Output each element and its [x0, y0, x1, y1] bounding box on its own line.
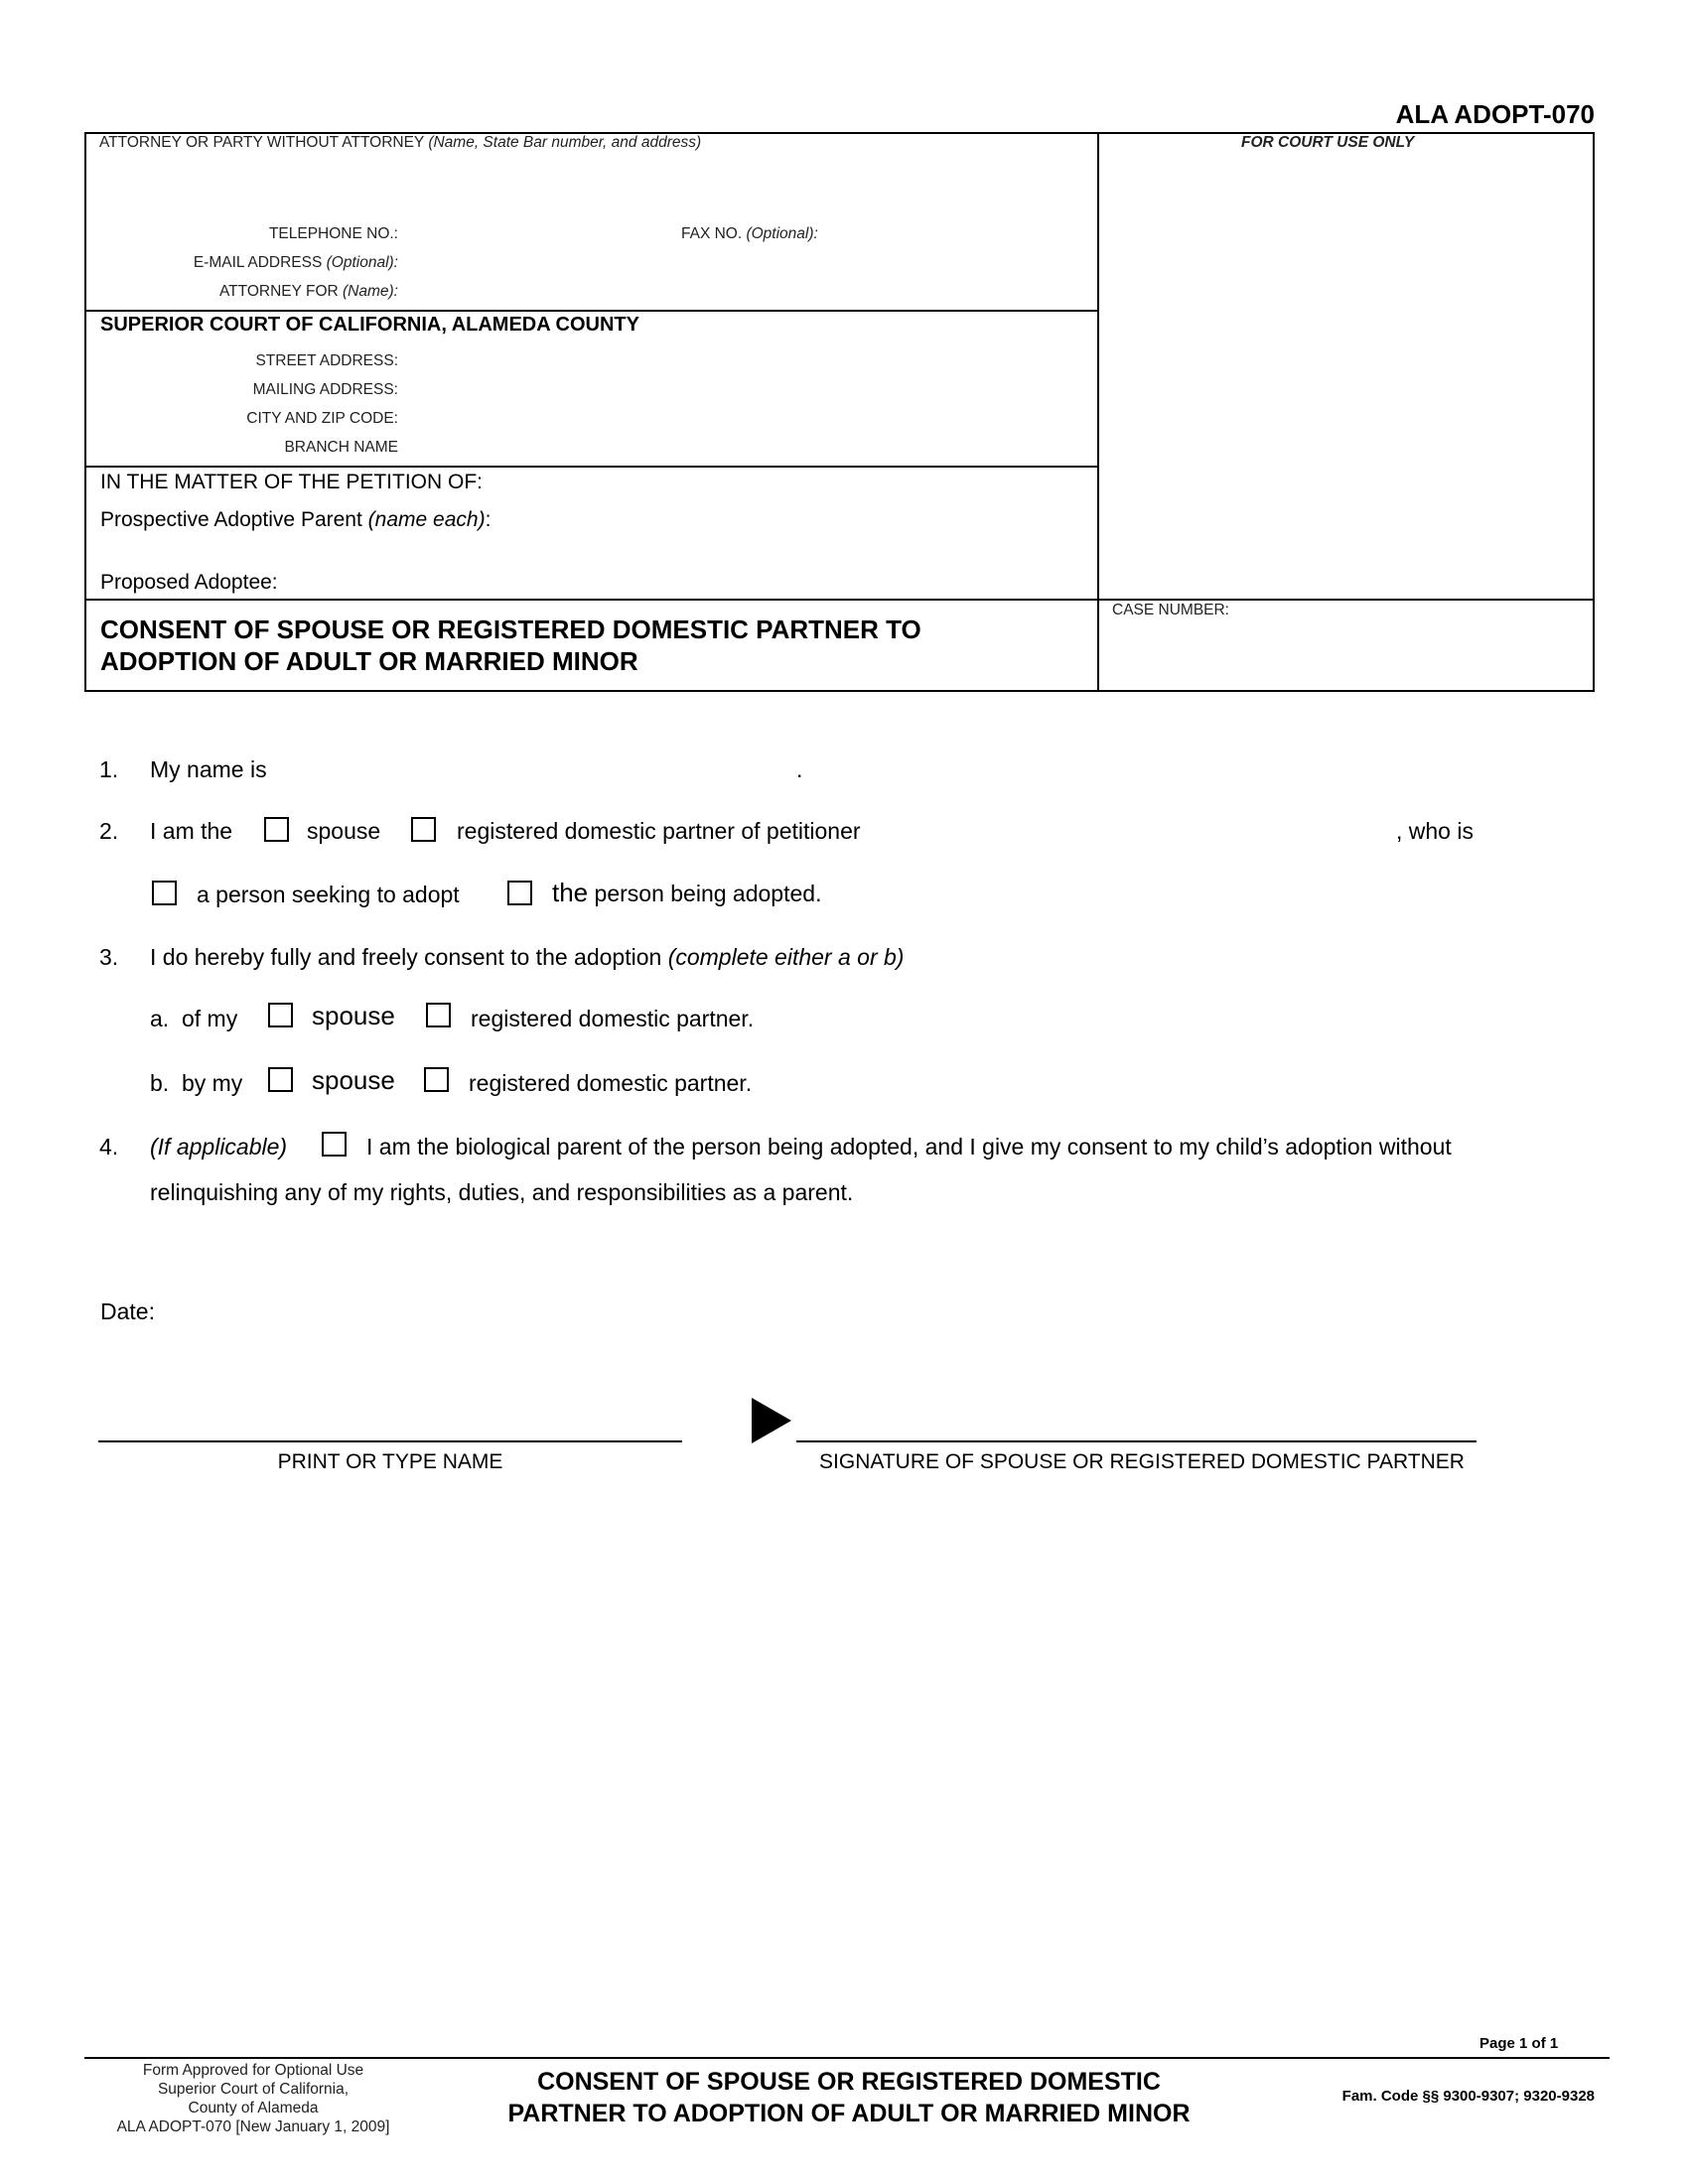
attorney-for-label-text: ATTORNEY FOR — [218, 283, 339, 300]
item4-hint: (If applicable) — [150, 1134, 288, 1160]
email-hint: (Optional): — [326, 254, 398, 271]
print-name-line[interactable] — [98, 1440, 682, 1442]
item3a-spouse-label: spouse — [312, 1001, 395, 1030]
item3-number: 3. — [99, 944, 119, 970]
email-label-text: E-MAIL ADDRESS — [193, 254, 323, 271]
item3-main-text: I do hereby fully and freely consent to the adoption — [150, 944, 662, 970]
divider-title — [84, 599, 1595, 601]
item3b-partner-checkbox[interactable] — [424, 1067, 449, 1092]
item4-biological-checkbox[interactable] — [322, 1132, 347, 1157]
adoptive-parent-text: Prospective Adoptive Parent — [100, 508, 362, 531]
item2-text: I am the — [150, 818, 233, 844]
attorney-hint: (Name, State Bar number, and address) — [428, 134, 702, 151]
case-number-label: CASE NUMBER: — [1112, 602, 1229, 618]
fax-label — [681, 225, 818, 243]
email-label — [80, 254, 398, 272]
item3a-partner-checkbox[interactable] — [426, 1003, 451, 1027]
signature-line[interactable] — [796, 1440, 1477, 1442]
form-id: ALA ADOPT-070 — [1395, 99, 1595, 129]
attorney-for-hint: (Name): — [343, 283, 398, 300]
street-address-label: STREET ADDRESS: — [255, 352, 398, 369]
footer-rule — [84, 2057, 1610, 2059]
item3-hint: (complete either a or b) — [667, 944, 905, 970]
statute-reference: Fam. Code §§ 9300-9307; 9320-9328 — [1341, 2088, 1595, 2105]
signature-arrow-icon — [752, 1398, 791, 1443]
footer-approval — [84, 2061, 422, 2136]
adoptive-parent-colon: : — [485, 508, 492, 531]
attorney-label-text: ATTORNEY OR PARTY WITHOUT ATTORNEY — [99, 134, 424, 151]
item2-partner-checkbox[interactable] — [411, 817, 436, 842]
footer-approval-line3: County of Alameda — [188, 2100, 319, 2116]
divider-attorney — [84, 310, 1097, 312]
item3b-spouse-label: spouse — [312, 1065, 395, 1095]
item2-adopter-checkbox[interactable] — [152, 881, 177, 905]
footer-title-line2: PARTNER TO ADOPTION OF ADULT OR MARRIED MINOR — [507, 2100, 1191, 2127]
item2-adoptee-rest: person being adopted. — [594, 881, 822, 906]
footer-title — [437, 2066, 1261, 2129]
adoptive-parent-label — [100, 508, 491, 532]
item4-text-line2: relinquishing any of my rights, duties, and responsibilities as a parent. — [150, 1179, 854, 1205]
item3a-spouse-checkbox[interactable] — [268, 1003, 293, 1027]
item2-partner-label: registered domestic partner of petitioner — [457, 818, 861, 844]
date-label: Date: — [100, 1298, 155, 1324]
form-title-line2: ADOPTION OF ADULT OR MARRIED MINOR — [100, 646, 638, 676]
court-name: SUPERIOR COURT OF CALIFORNIA, ALAMEDA COUNTY — [100, 314, 639, 336]
court-use-label: FOR COURT USE ONLY — [1241, 134, 1415, 151]
item2-spouse-label: spouse — [307, 818, 381, 844]
item1-period: . — [796, 756, 803, 782]
form-title — [100, 614, 921, 677]
print-name-label: PRINT OR TYPE NAME — [277, 1450, 503, 1473]
adoptive-parent-hint: (name each) — [367, 508, 486, 531]
item3-text — [150, 942, 904, 972]
footer-approval-line1: Form Approved for Optional Use — [142, 2062, 364, 2079]
item3b-label: b. by my — [150, 1070, 243, 1096]
caption-divider — [1097, 132, 1099, 692]
form-title-line1: CONSENT OF SPOUSE OR REGISTERED DOMESTIC PARTNER TO — [100, 614, 921, 644]
page-number: Page 1 of 1 — [1479, 2035, 1559, 2052]
item4-text-line1: I am the biological parent of the person being adopted, and I give my consent to my child’s adoption without — [366, 1134, 1452, 1160]
attorney-label — [99, 134, 701, 152]
item2-adopter-label: a person seeking to adopt — [197, 882, 460, 907]
footer-approval-line4: ALA ADOPT-070 [New January 1, 2009] — [116, 2118, 390, 2135]
signature-label: SIGNATURE OF SPOUSE OR REGISTERED DOMESTIC PARTNER — [819, 1450, 1465, 1473]
item2-adoptee-label — [552, 878, 821, 908]
city-zip-label: CITY AND ZIP CODE: — [246, 410, 398, 427]
item3a-partner-label: registered domestic partner. — [471, 1006, 755, 1031]
fax-label-text: FAX NO. — [681, 225, 743, 242]
proposed-adoptee-label: Proposed Adoptee: — [100, 571, 278, 594]
fax-hint: (Optional): — [746, 225, 818, 242]
item3a-label: a. of my — [150, 1006, 238, 1031]
item1-text: My name is — [150, 756, 267, 782]
item2-spouse-checkbox[interactable] — [264, 817, 289, 842]
divider-court — [84, 466, 1097, 468]
item2-adoptee-checkbox[interactable] — [507, 881, 532, 905]
footer-title-line1: CONSENT OF SPOUSE OR REGISTERED DOMESTIC — [537, 2068, 1161, 2096]
item2-who-is: , who is — [1396, 818, 1474, 844]
branch-name-label: BRANCH NAME — [284, 439, 398, 456]
item3b-spouse-checkbox[interactable] — [268, 1067, 293, 1092]
item1-number: 1. — [99, 756, 119, 782]
footer-approval-line2: Superior Court of California, — [157, 2081, 350, 2098]
matter-label: IN THE MATTER OF THE PETITION OF: — [100, 471, 484, 493]
item2-number: 2. — [99, 818, 119, 844]
item2-adoptee-the: the — [552, 878, 589, 907]
telephone-label: TELEPHONE NO.: — [268, 225, 398, 242]
attorney-for-label — [80, 283, 398, 301]
item4-number: 4. — [99, 1134, 119, 1160]
item3b-partner-label: registered domestic partner. — [469, 1070, 753, 1096]
mailing-address-label: MAILING ADDRESS: — [252, 381, 398, 398]
